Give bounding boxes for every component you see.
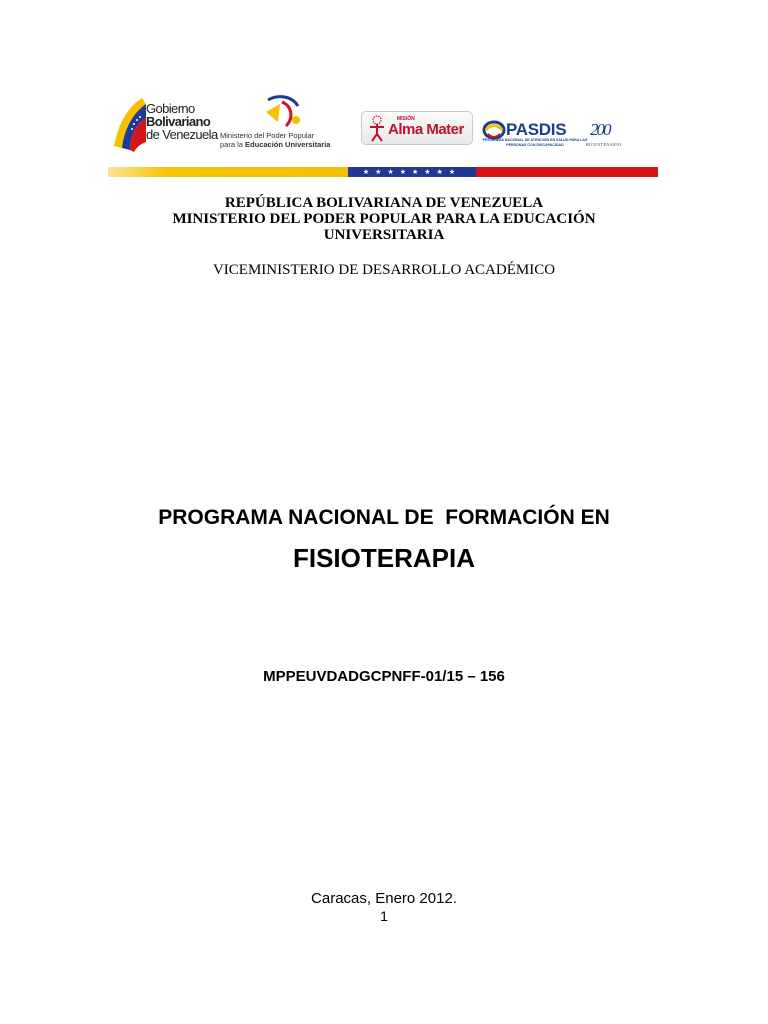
viceministerio-line: VICEMINISTERIO DE DESARROLLO ACADÉMICO — [212, 262, 556, 278]
institution-header — [0, 195, 768, 243]
ministerio-logo — [220, 92, 355, 154]
gobierno-logo-text: Gobierno Bolivariano de Venezuela — [146, 101, 218, 142]
venezuela-flag-emblem-icon — [108, 96, 148, 152]
program-title: PROGRAMA NACIONAL DE FORMACIÓN EN — [158, 506, 610, 529]
header-line-republica: REPÚBLICA BOLIVARIANA DE VENEZUELA — [224, 195, 544, 211]
page-number: 1 — [380, 908, 388, 924]
header-line-ministerio: MINISTERIO DEL PODER POPULAR PARA LA EDUCACIÓN — [172, 211, 596, 227]
alma-mater-mision-label: MISIÓN — [397, 116, 415, 122]
gobierno-bolivariano-logo — [108, 92, 218, 154]
document-code: MPPEUVDADGCPNFF-01/15 – 156 — [263, 668, 505, 685]
alma-mater-badge — [361, 111, 473, 145]
program-name: FISIOTERAPIA — [292, 543, 475, 573]
flag-stars: ★★★★★★★★ — [362, 168, 462, 176]
place-date: Caracas, Enero 2012. — [311, 890, 457, 907]
header-line-universitaria: UNIVERSITARIA — [323, 227, 445, 243]
alma-mater-figure-icon — [366, 114, 388, 142]
pasdis-logo — [480, 92, 658, 154]
bicentenario-number: 200 — [590, 120, 610, 139]
bicentenario-label: BICENTENARIO — [586, 142, 622, 147]
alma-mater-name: Alma Mater — [388, 121, 464, 138]
flag-red-band — [476, 167, 658, 177]
pasdis-emblem-icon — [482, 120, 506, 140]
pasdis-name: PASDIS — [506, 120, 567, 139]
flag-yellow-band — [108, 167, 348, 177]
ministerio-logo-text: Ministerio del Poder Popular para la Educación Universitaria — [220, 131, 331, 149]
tricolor-flag-stripe — [108, 167, 658, 177]
pasdis-subtitle: PROGRAMA NACIONAL DE ATENCIÓN EN SALUD PARA LAS PERSONAS CON DISCAPACIDAD — [482, 138, 588, 147]
mision-alma-mater-logo — [361, 92, 473, 154]
ministerio-emblem-icon — [258, 92, 308, 130]
logo-banner — [108, 92, 658, 180]
